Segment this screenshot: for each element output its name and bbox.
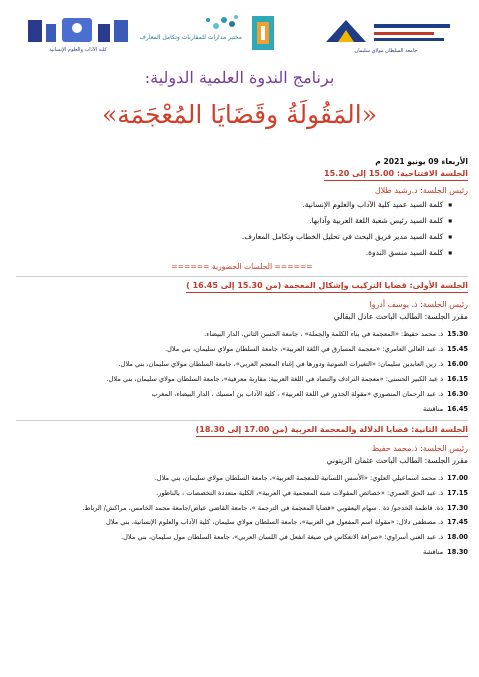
university-logo [316,14,456,56]
session2-chair: رئيس الجلسة: ذ.محمد حفيظ [371,444,468,453]
talk-row: 17.00ذ. محمد اسماعيلي العلوي: «الأسس اللسانية للمعجمة العربية»، جامعة السلطان مولاي سليمان، بني ملال. [154,474,468,482]
talk-row: 16.30ذ. عبد الرحمان المنصوري «مقولة الجذور في اللغة العربية» ، كلية الآداب بن امسيك ، الدار البيضاء، المغرب [151,390,468,398]
opening-item: ■ كلمة السيد رئيس شعبة اللغة العربية وآدابها. [16,213,468,229]
opening-session-chair: رئيس الجلسة: د.رشيد طلال [374,186,468,195]
university-logo-text: جامعة السلطان مولاي سليمان [354,48,418,54]
program-content [16,152,468,560]
opening-item: ■ كلمة السيد مدير فريق البحث في تحليل الخطاب وتكامل المعارف. [16,229,468,245]
sessions-label: ====== الجلسات الحضورية ====== [171,262,313,271]
talk-row: 17.45ذ. مصطفى دلال: «مقولة اسم المفعول في العربية»، جامعة السلطان مولاي سليمان، كلية الآداب والعلوم الإنسانية، بني ملال [105,518,468,526]
talk-row: 16.15ذ عبد الكبير الحسني: «معجمة الترادف والتضاد في اللغة العربية: مقاربة معرفية»، جامعة السلطان مولاي سليمان، بني ملال. [106,375,468,383]
talk-row: 15.30ذ. محمد حفيظ: «المعجمة في بناء الكلمة والجملة» ، جامعة الحسن الثاني، الدار البيضاء. [204,330,468,338]
symposium-subtitle: «المَقُولَةُ وقَضَايَا المُعْجَمَة» [101,100,378,129]
session1-header: الجلسة الأولى: قضايا التركيب وإشكال المعجمة (من 15.30 إلى 16.45 ) [186,280,468,293]
faculty-logo [22,14,134,56]
opening-session-header: الجلسة الافتتاحية: 15.00 إلى 15.20 [324,168,468,181]
program-title: برنامج الندوة العلمية الدولية: [144,68,335,87]
talk-row: 17.30ذة. فاطمة الخدجو/ ذة . سهام اليعقوبي «قضايا المعجمة في الترجمة »، جامعة القاضي عياض/جامعة محمد الخامس، مراكش/ الرباط. [82,504,468,512]
event-date: الأربعاء 09 يونيو 2021 م [375,157,468,166]
opening-item: ■ كلمة السيد منسق الندوة. [16,245,468,261]
session1-rapporteur: مقرر الجلسة: الطالب الباحث عادل البقالي [333,312,468,321]
faculty-logo-text: كلية الآداب والعلوم الإنسانية [49,47,107,53]
opening-item: ■ كلمة السيد عميد كلية الآداب والعلوم الإنسانية. [16,197,468,213]
logos-bar [0,0,479,62]
talk-row: 16.00ذ. زين العابدين سليمان: «التغيرات الصوتية ودورها في إغناء المعجم العربي»، جامعة السلطان مولاي سليمان، بني ملال. [118,360,468,368]
lab-logo [139,14,242,56]
talk-row: 16.45مناقشة [423,405,468,413]
talk-row: 15.45ذ. عبد العالي العامري: «معجمة المسارق في اللغة العربية»، جامعة السلطان مولاي سليمان، بني ملال. [164,345,468,353]
session2-rapporteur: مقرر الجلسة: الطالب الباحث عثمان الزيتوني [326,456,468,465]
talk-row: 17.15ذ. عبد الحق العمري: «خصائص المقولات شبه المعجمية في العربية»، الكلية متعددة التخصصات ، بالناظور. [156,489,468,497]
emblem-logo [248,14,278,56]
talk-row: 18.00ذ. عبد الغني أسراوي: «صرافة الانعكاس في صيغة انفعل في اللسان العربي»، جامعة السلطان مول سليمان، بني ملال. [121,533,468,541]
session2-header: الجلسة الثانية: قضايا الدلالة والمعجمة العربية (من 17.00 إلى 18.30) [196,424,468,437]
talk-row: 18.30مناقشة [423,548,468,556]
session1-chair: رئيس الجلسة: ذ. يوسف أدروا [369,300,468,309]
lab-logo-text: مختبر مدارات للمقاربات وتكامل المعارف [139,34,242,41]
